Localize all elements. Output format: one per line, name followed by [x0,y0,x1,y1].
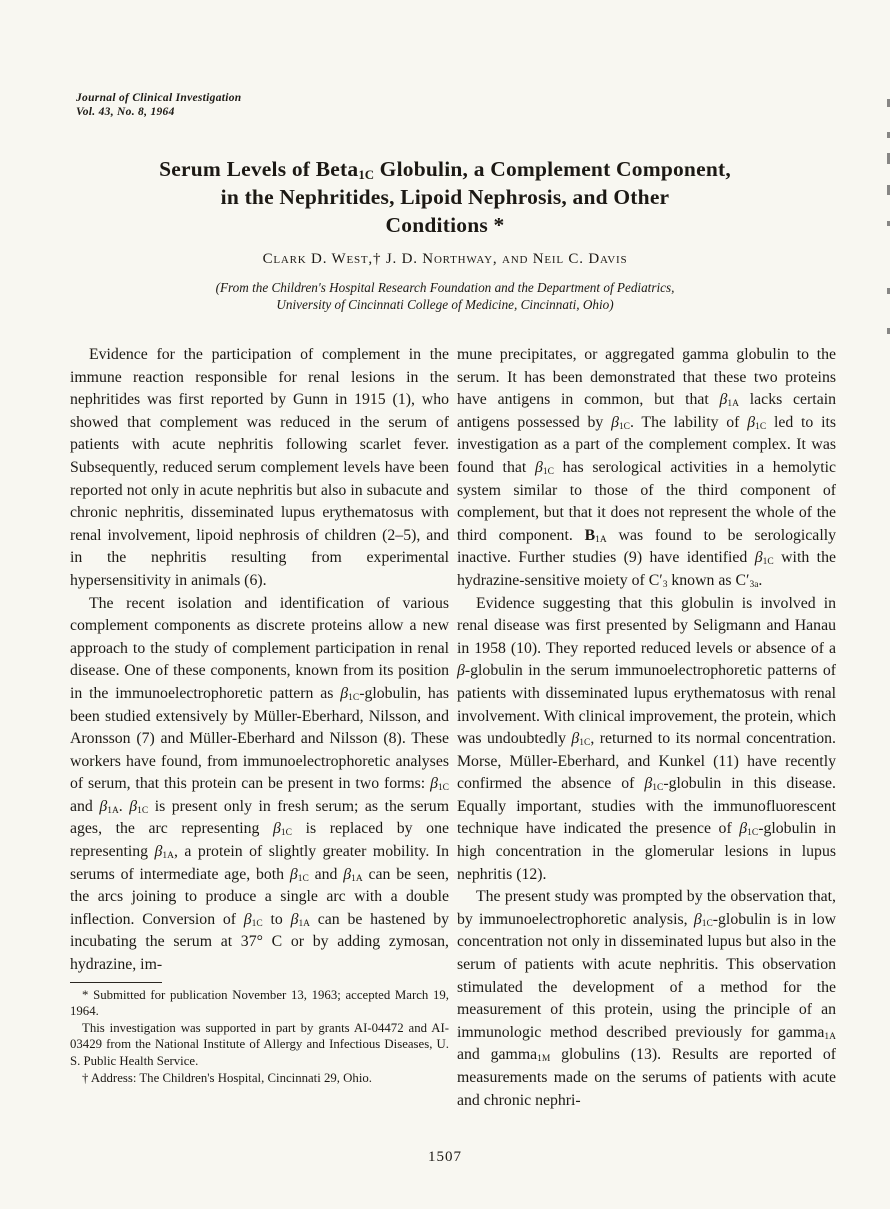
page-number: 1507 [428,1149,462,1165]
affiliation-line: (From the Children's Hospital Research Foundation and the Department of Pediatrics, [215,280,675,295]
title-line: in the Nephritides, Lipoid Nephrosis, and Other [220,185,670,209]
journal-issue: Vol. 43, No. 8, 1964 [76,105,175,118]
title-line: Serum Levels of Beta$_{1C}$ Globulin, a Complement Component, [159,157,731,182]
title-line: Conditions * [385,213,505,237]
journal-name: Journal of Clinical Investigation [76,92,242,104]
article-title [0,155,890,239]
body-paragraph: Evidence suggesting that this globulin is involved in renal disease was first presented by Seligmann and Hanau in 1958 (10). They reported reduced levels or absence of a β-globulin in the serum immunoelectrophoretic patterns of patients with disseminated lupus erythematosus with renal involvement. With clinical improvement, the protein, which was undoubtedly $\beta_{1C}$, returned to its normal concentration. Morse, Müller-Eberhard, and Kunkel (11) have recently confirmed the absence of $\beta_{1C}$-globulin in this disease. Equally important, studies with the immunofluorescent technique have indicated the presence of $\beta_{1C}$-globulin in high concentration in the glomerular lesions in lupus nephritis (12). [457,594,836,883]
body-columns [70,344,836,1112]
footnote: † Address: The Children's Hospital, Cincinnati 29, Ohio. [82,1070,372,1085]
body-paragraph: The recent isolation and identification of various complement components as discrete proteins allow a new approach to the study of complement participation in renal disease. One of these components, known from its position in the immunoelectrophoretic pattern as $\beta_{1C}$-globulin, has been studied extensively by Müller-Eberhard, Nilsson, and Aronsson (7) and Müller-Eberhard and Nilsson (8). These workers have found, from immunoelectrophoretic analyses of serum, that this protein can be present in two forms: $\beta_{1C}$ and $\beta_{1A}$. $\beta_{1C}$ is present only in fresh serum; as the serum ages, the arc representing $\beta_{1C}$ is replaced by one representing $\beta_{1A}$, a protein of slightly greater mobility. In serums of intermediate age, both $\beta_{1C}$ and $\beta_{1A}$ can be seen, the arcs joining to produce a single arc with a double inflection. Conversion of $\beta_{1C}$ to $\beta_{1A}$ can be hastened by incubating the serum at 37° C or by adding zymosan, hydrazine, im- [70,594,449,974]
body-paragraph: The present study was prompted by the observation that, by immunoelectrophoretic analysis, $\beta_{1C}$-globulin is in low concentration not only in disseminated lupus but also in the serum of patients with acute nephritis. This observation stimulated the development of a method for the measurement of this protein, using the principle of an immunologic method described previously for gamma$_{1A}$ and gamma$_{1M}$ globulins (13). Results are reported of measurements made on the serums of patients with acute and chronic nephri- [457,888,837,1109]
footnote-separator [70,982,162,983]
footnote: This investigation was supported in part by grants AI-04472 and AI-03429 from the National Institute of Allergy and Infectious Diseases, U. S. Public Health Service. [70,1020,449,1068]
left-column [70,344,449,1112]
author-list: Clark D. West,† J. D. Northway, and Neil C. Davis [262,251,628,267]
footnotes [70,987,449,1087]
affiliation-line: University of Cincinnati College of Medicine, Cincinnati, Ohio) [276,297,614,312]
body-paragraph: Evidence for the participation of complement in the immune reaction responsible for renal lesions in the nephritides was first reported by Gunn in 1915 (1), who showed that complement was reduced in the serum of patients with acute nephritis following scarlet fever. Subsequently, reduced serum complement levels have been reported not only in acute nephritis but also in subacute and chronic nephritis, disseminated lupus erythematosus with renal involvement, lipoid nephrosis of children (2–5), and in the nephritis resulting from experimental hypersensitivity in animals (6). [70,346,449,589]
affiliation [0,279,890,313]
journal-header [76,92,242,119]
right-column [457,344,836,1112]
footnote: * Submitted for publication November 13, 1963; accepted March 19, 1964. [70,987,449,1019]
body-paragraph: mune precipitates, or aggregated gamma globulin to the serum. It has been demonstrated that these two proteins have antigens in common, but that $\beta_{1A}$ lacks certain antigens possessed by $\beta_{1C}$. The lability of $\beta_{1C}$ led to its investigation as a part of the complement complex. It was found that $\beta_{1C}$ has serological activities in a hemolytic system similar to those of the third component of complement, but that it does not represent the whole of the third component. $B_{1A}$ was found to be serologically inactive. Further studies (9) have identified $\beta_{1C}$ with the hydrazine-sensitive moiety of $C'_3$ known as $C'_{3a}$. [457,346,836,591]
